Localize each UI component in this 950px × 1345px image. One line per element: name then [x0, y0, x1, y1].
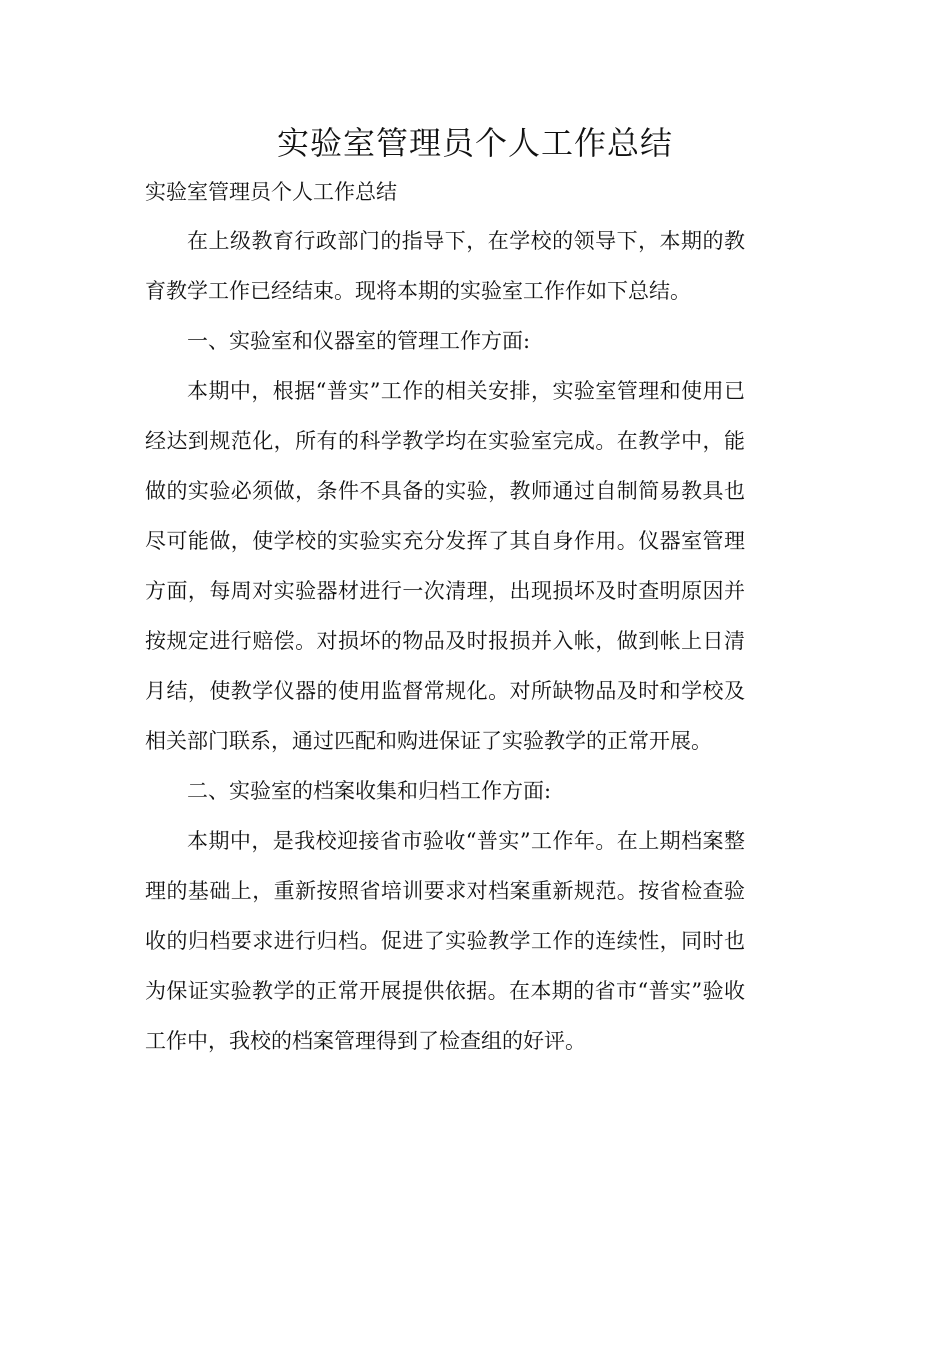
document-subtitle: 实验室管理员个人工作总结	[145, 180, 397, 204]
paragraph-intro: 在上级教育行政部门的指导下，在学校的领导下，本期的教育教学工作已经结束。现将本期的实验室工作作如下总结。	[145, 229, 745, 303]
section-heading-archives: 二、实验室的档案收集和归档工作方面:	[187, 779, 552, 803]
section-heading-lab-management: 一、实验室和仪器室的管理工作方面:	[187, 329, 531, 353]
paragraph-archives: 本期中，是我校迎接省市验收“普实”工作年。在上期档案整理的基础上，重新按照省培训要求对档案重新规范。按省检查验收的归档要求进行归档。促进了实验教学工作的连续性，同时也为保证实验教学的正常开展提供依据。在本期的省市“普实”验收工作中，我校的档案管理得到了检查组的好评。	[145, 829, 745, 1053]
document-body	[145, 216, 745, 1066]
document-title: 实验室管理员个人工作总结	[276, 124, 673, 162]
paragraph-lab-management: 本期中，根据“普实”工作的相关安排，实验室管理和使用已经达到规范化，所有的科学教学均在实验室完成。在教学中，能做的实验必须做，条件不具备的实验，教师通过自制简易教具也尽可能做，使学校的实验实充分发挥了其自身作用。仪器室管理方面，每周对实验器材进行一次清理，出现损坏及时查明原因并按规定进行赔偿。对损坏的物品及时报损并入帐，做到帐上日清月结，使教学仪器的使用监督常规化。对所缺物品及时和学校及相关部门联系，通过匹配和购进保证了实验教学的正常开展。	[145, 379, 745, 753]
